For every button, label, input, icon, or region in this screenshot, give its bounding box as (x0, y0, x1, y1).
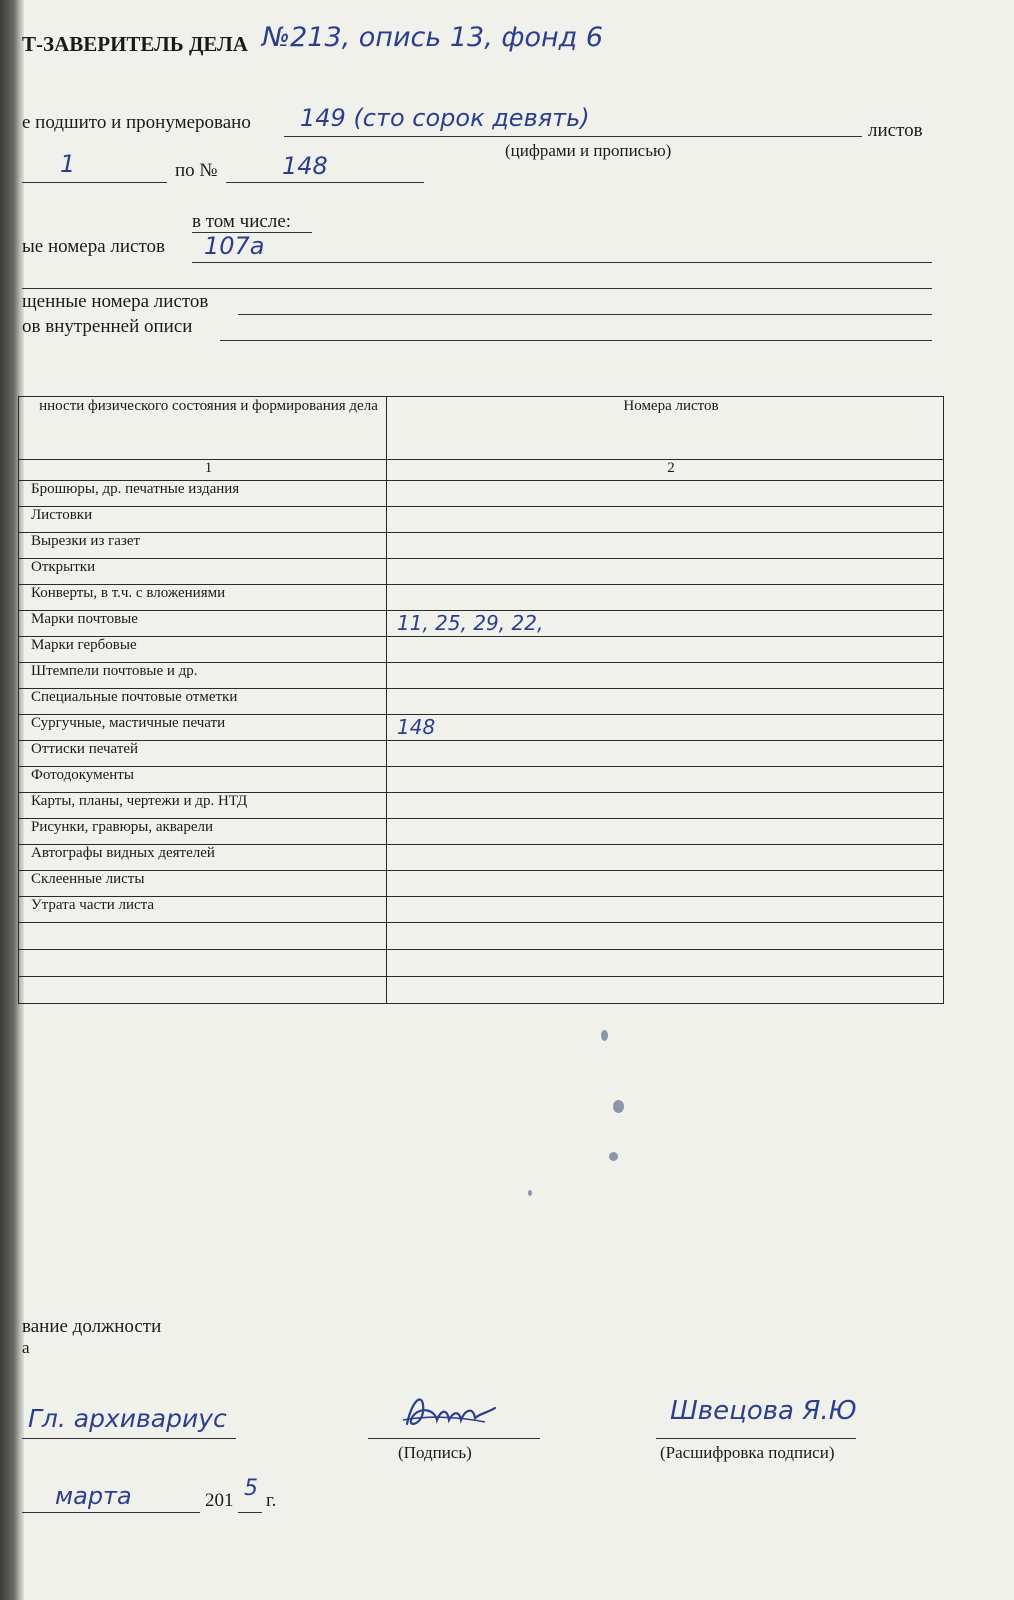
table-row (19, 819, 944, 845)
row-value (387, 871, 944, 897)
row-value (387, 585, 944, 611)
row-value (387, 481, 944, 507)
row-label: Утрата части листа (19, 897, 387, 923)
lettered-line (192, 262, 932, 263)
col2-number: 2 (387, 460, 944, 481)
row-label: Рисунки, гравюры, акварели (19, 819, 387, 845)
bound-line (284, 136, 862, 137)
row-label: Оттиски печатей (19, 741, 387, 767)
decode-line (656, 1438, 856, 1439)
date-line (22, 1512, 200, 1513)
inventory-line (220, 340, 932, 341)
year-suffix: г. (266, 1490, 277, 1511)
position-handwritten: Гл. архивариус (28, 1404, 227, 1433)
row-label: Вырезки из газет (19, 533, 387, 559)
including-label: в том числе: (192, 211, 292, 232)
row-value (387, 559, 944, 585)
col1-number: 1 (19, 460, 387, 481)
row-label: Конверты, в т.ч. с вложениями (19, 585, 387, 611)
from-line (22, 182, 167, 183)
features-table (18, 396, 944, 1004)
lettered-label: ые номера листов (22, 236, 166, 257)
to-handwritten: 148 (282, 152, 328, 180)
row-value (387, 689, 944, 715)
row-value (387, 767, 944, 793)
year-handwritten: 5 (244, 1476, 258, 1501)
row-value (387, 507, 944, 533)
missing-label: щенные номера листов (22, 291, 209, 312)
case-number-handwritten: №213, опись 13, фонд 6 (262, 22, 604, 53)
row-value (387, 845, 944, 871)
row-value (387, 741, 944, 767)
decode-handwritten: Швецова Я.Ю (670, 1396, 857, 1426)
table-row (19, 507, 944, 533)
digits-hint: (цифрами и прописью) (505, 141, 672, 160)
row-label: Листовки (19, 507, 387, 533)
table-row (19, 793, 944, 819)
lettered-handwritten: 107а (204, 232, 265, 260)
row-value (387, 533, 944, 559)
table-row (19, 533, 944, 559)
table-row (19, 559, 944, 585)
year-prefix: 201 (205, 1490, 234, 1511)
table-row-blank (19, 977, 944, 1004)
blank-line (22, 288, 932, 289)
row-label: Специальные почтовые отметки (19, 689, 387, 715)
row-value (387, 793, 944, 819)
row-value (387, 819, 944, 845)
decode-caption: (Расшифровка подписи) (660, 1443, 835, 1462)
row-label: Открытки (19, 559, 387, 585)
row-label: Марки гербовые (19, 637, 387, 663)
table-row (19, 689, 944, 715)
row-label: Брошюры, др. печатные издания (19, 481, 387, 507)
table-row (19, 611, 944, 637)
signature-caption: (Подпись) (398, 1443, 472, 1462)
position-sub: а (22, 1338, 30, 1357)
missing-line (238, 314, 932, 315)
ink-blot (601, 1030, 608, 1041)
signature-line (368, 1438, 540, 1439)
row-label: Марки почтовые (19, 611, 387, 637)
table-row (19, 767, 944, 793)
table-row (19, 481, 944, 507)
to-label: по № (175, 160, 218, 181)
row-value: 11, 25, 29, 22, (387, 611, 944, 637)
row-value (387, 897, 944, 923)
table-row-blank (19, 923, 944, 950)
row-label: Карты, планы, чертежи и др. НТД (19, 793, 387, 819)
ink-blot (613, 1100, 624, 1113)
bound-handwritten: 149 (сто сорок девять) (300, 104, 590, 132)
document-title: Т-ЗАВЕРИТЕЛЬ ДЕЛА (22, 32, 248, 56)
table-header-row (19, 397, 944, 460)
position-line (22, 1438, 236, 1439)
table-row (19, 741, 944, 767)
table-row (19, 637, 944, 663)
signature-scribble (395, 1386, 505, 1436)
table-number-row (19, 460, 944, 481)
row-value (387, 663, 944, 689)
inventory-label: ов внутренней описи (22, 316, 193, 337)
bound-label: е подшито и пронумеровано (22, 112, 251, 133)
ink-blot (528, 1190, 532, 1196)
table-row (19, 715, 944, 741)
row-label: Сургучные, мастичные печати (19, 715, 387, 741)
table-row (19, 663, 944, 689)
row-label: Автографы видных деятелей (19, 845, 387, 871)
table-row (19, 897, 944, 923)
col2-header: Номера листов (387, 397, 944, 460)
table-row (19, 871, 944, 897)
row-value: 148 (387, 715, 944, 741)
table-row (19, 845, 944, 871)
table-row (19, 585, 944, 611)
row-label: Склеенные листы (19, 871, 387, 897)
ink-blot (609, 1152, 618, 1161)
year-line (238, 1512, 262, 1513)
row-value (387, 637, 944, 663)
date-month-handwritten: марта (55, 1482, 132, 1510)
row-label: Фотодокументы (19, 767, 387, 793)
table-row-blank (19, 950, 944, 977)
sheets-word: листов (868, 120, 923, 141)
from-handwritten: 1 (60, 150, 76, 178)
col1-header: нности физического состояния и формирования дела (19, 397, 387, 460)
row-label: Штемпели почтовые и др. (19, 663, 387, 689)
to-line (226, 182, 424, 183)
position-label: вание должности (22, 1316, 162, 1337)
